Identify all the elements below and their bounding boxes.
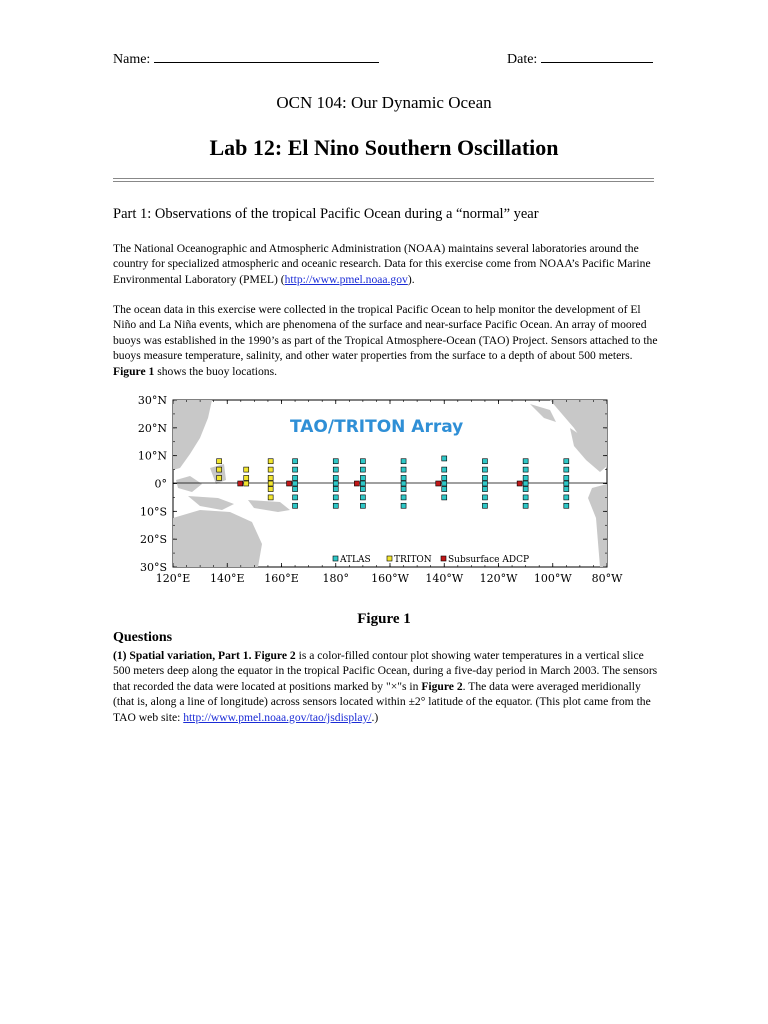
legend-triton: TRITON — [394, 555, 432, 565]
part1-heading: Part 1: Observations of the tropical Pacific Ocean during a “normal” year — [113, 206, 539, 222]
figure2-ref: Figure 2 — [421, 679, 463, 693]
triton-buoy — [268, 495, 273, 500]
tao-triton-map — [130, 388, 630, 598]
legend-triton-swatch — [387, 556, 392, 561]
atlas-buoy — [293, 459, 298, 464]
atlas-buoy — [482, 467, 487, 472]
y-tick-label: 10°N — [137, 449, 167, 463]
atlas-buoy — [482, 459, 487, 464]
atlas-buoy — [482, 495, 487, 500]
atlas-buoy — [401, 495, 406, 500]
adcp-buoy — [287, 481, 292, 486]
atlas-buoy — [523, 487, 528, 492]
atlas-buoy — [333, 467, 338, 472]
atlas-buoy — [523, 459, 528, 464]
atlas-buoy — [482, 487, 487, 492]
atlas-buoy — [523, 495, 528, 500]
atlas-buoy — [564, 467, 569, 472]
atlas-buoy — [360, 487, 365, 492]
atlas-buoy — [401, 475, 406, 480]
atlas-buoy — [401, 503, 406, 508]
atlas-buoy — [564, 495, 569, 500]
triton-buoy — [244, 475, 249, 480]
atlas-buoy — [482, 481, 487, 486]
atlas-buoy — [482, 475, 487, 480]
figure-legend — [333, 555, 529, 565]
para-ocean-end: shows the buoy locations. — [154, 364, 278, 378]
x-tick-label: 160°W — [371, 572, 409, 585]
date-field — [507, 48, 653, 68]
triton-buoy — [217, 475, 222, 480]
atlas-buoy — [333, 495, 338, 500]
atlas-buoy — [333, 503, 338, 508]
triton-buoy — [268, 487, 273, 492]
atlas-buoy — [293, 503, 298, 508]
atlas-buoy — [523, 503, 528, 508]
y-tick-label: 10°S — [139, 505, 167, 519]
atlas-buoy — [523, 475, 528, 480]
para-noaa — [113, 241, 658, 287]
x-tick-label: 120°E — [155, 572, 191, 585]
y-tick-labels — [138, 394, 167, 574]
x-tick-labels — [156, 572, 623, 585]
para-noaa-text: The National Oceanographic and Atmospheric Administration (NOAA) maintains several laboratories around the country for specialized atmospheric and oceanic research. Data for this exercise come from NOAA’s Pacific Marine Environmental Laboratory (PMEL) ( — [113, 242, 651, 286]
atlas-buoy — [564, 475, 569, 480]
figure1-ref: Figure 1 — [113, 364, 155, 378]
q1-heading: (1) Spatial variation, Part 1. Figure 2 — [113, 649, 296, 662]
array-title: TAO/TRITON Array — [290, 417, 464, 437]
question-1 — [113, 648, 658, 725]
figure1-caption: Figure 1 — [357, 611, 411, 627]
atlas-buoy — [442, 495, 447, 500]
atlas-buoy — [401, 487, 406, 492]
para-ocean-data — [113, 302, 658, 379]
atlas-buoy — [564, 459, 569, 464]
atlas-buoy — [564, 487, 569, 492]
name-field — [113, 48, 379, 68]
atlas-buoy — [360, 481, 365, 486]
atlas-buoy — [442, 475, 447, 480]
atlas-buoy — [293, 475, 298, 480]
atlas-buoy — [333, 481, 338, 486]
atlas-buoy — [442, 467, 447, 472]
triton-buoy — [268, 467, 273, 472]
y-tick-label: 0° — [154, 477, 167, 491]
title-rule-bottom — [113, 181, 654, 182]
x-tick-label: 140°W — [425, 572, 464, 585]
triton-buoy — [217, 467, 222, 472]
x-tick-label: 160°E — [264, 572, 299, 585]
q1-text-2: . The data were averaged meridionally (that is, along a line of longitude) across sensors located within ±2° latitude of the equator. (This plot came from the TAO web site: — [113, 679, 651, 724]
atlas-buoy — [360, 503, 365, 508]
triton-buoy — [244, 481, 249, 486]
para-ocean-text: The ocean data in this exercise were collected in the tropical Pacific Ocean to help monitor the development of El Niño and La Niña events, which are phenomena of the surface and near-surface Pacific Ocean. An array of moored buoys was established in the 1990’s as part of the Tropical Atmosphere-Ocean (TAO) Project. Sensors attached to the buoys measure temperature, salinity, and other water properties from the surface to a depth of about 500 meters. — [113, 303, 658, 363]
adcp-buoy — [354, 481, 359, 486]
x-tick-label: 180° — [322, 572, 349, 585]
atlas-buoy — [401, 459, 406, 464]
adcp-buoy — [517, 481, 522, 486]
atlas-buoy — [293, 467, 298, 472]
atlas-buoy — [360, 467, 365, 472]
atlas-buoy — [564, 503, 569, 508]
y-tick-label: 30°S — [139, 561, 167, 574]
atlas-buoy — [360, 495, 365, 500]
x-tick-label: 80°W — [591, 572, 623, 585]
atlas-buoy — [360, 459, 365, 464]
date-label: Date: — [507, 52, 538, 67]
x-tick-label: 140°E — [209, 572, 245, 585]
name-label: Name: — [113, 52, 151, 67]
y-tick-label: 20°N — [137, 421, 167, 435]
atlas-buoy — [333, 475, 338, 480]
q1-text: is a color-filled contour plot showing water temperatures in a vertical slice 500 meters deep along the equator in the tropical Pacific Ocean, during a five-day period in March 2003. The sensors that recorded the data were located at positions marked by "×"s in — [113, 649, 658, 693]
triton-buoy — [268, 481, 273, 486]
q1-end: .) — [371, 710, 379, 724]
course-title: OCN 104: Our Dynamic Ocean — [276, 93, 492, 112]
atlas-buoy — [442, 487, 447, 492]
adcp-buoy — [436, 481, 441, 486]
y-tick-label: 30°N — [137, 394, 167, 407]
atlas-buoy — [333, 459, 338, 464]
date-blank — [541, 48, 653, 63]
triton-buoy — [217, 459, 222, 464]
atlas-buoy — [293, 481, 298, 486]
y-tick-label: 20°S — [139, 533, 167, 547]
atlas-buoy — [442, 456, 447, 461]
atlas-buoy — [293, 495, 298, 500]
atlas-buoy — [523, 481, 528, 486]
atlas-buoy — [401, 467, 406, 472]
atlas-buoy — [482, 503, 487, 508]
title-rule-top — [113, 178, 654, 179]
tao-jsdisplay-link[interactable]: http://www.pmel.noaa.gov/tao/jsdisplay/ — [183, 710, 372, 724]
questions-heading: Questions — [113, 630, 173, 645]
atlas-buoy — [442, 481, 447, 486]
lab-title: Lab 12: El Nino Southern Oscillation — [209, 135, 559, 160]
atlas-buoy — [523, 467, 528, 472]
triton-buoy — [268, 459, 273, 464]
legend-atlas: ATLAS — [340, 555, 371, 565]
atlas-buoy — [360, 475, 365, 480]
x-tick-label: 100°W — [533, 572, 572, 585]
pmel-link[interactable]: http://www.pmel.noaa.gov — [284, 272, 408, 286]
atlas-buoy — [293, 487, 298, 492]
x-tick-label: 120°W — [479, 572, 518, 585]
atlas-buoy — [564, 481, 569, 486]
legend-adcp: Subsurface ADCP — [448, 555, 530, 565]
para-noaa-end: ). — [407, 272, 415, 286]
adcp-buoy — [238, 481, 243, 486]
atlas-buoy — [401, 481, 406, 486]
legend-atlas-swatch — [333, 556, 338, 561]
triton-buoy — [268, 475, 273, 480]
name-blank — [154, 48, 379, 63]
triton-buoy — [244, 467, 249, 472]
atlas-buoy — [333, 487, 338, 492]
legend-adcp-swatch — [441, 556, 446, 561]
